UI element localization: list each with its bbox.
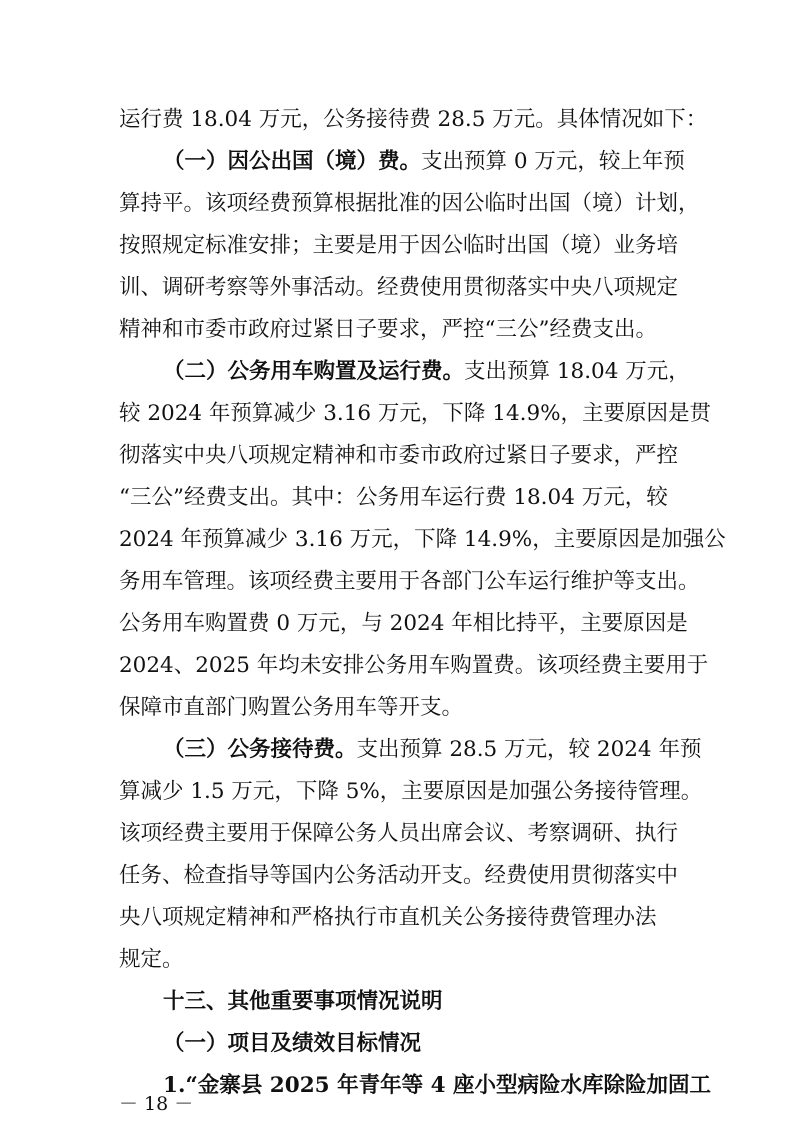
paragraph-line: （二）公务用车购置及运行费。支出预算 18.04 万元， <box>163 359 690 384</box>
inline-heading: （二）公务用车购置及运行费。 <box>163 359 465 384</box>
inline-heading: （三）公务接待费。 <box>163 737 357 762</box>
paragraph-line: 精神和市委市政府过紧日子要求，严控“三公”经费支出。 <box>119 317 657 342</box>
paragraph-line: 务用车管理。该项经费主要用于各部门公车运行维护等支出。 <box>119 569 700 594</box>
paragraph-line: 2024、2025 年均未安排公务用车购置费。该项经费主要用于 <box>119 653 709 678</box>
paragraph-line: 央八项规定精神和严格执行市直机关公务接待费管理办法 <box>119 905 657 930</box>
paragraph-line: 保障市直部门购置公务用车等开支。 <box>119 695 464 720</box>
paragraph-line: 训、调研考察等外事活动。经费使用贯彻落实中央八项规定 <box>119 275 679 300</box>
item-heading: 1.“金寨县 2025 年青年等 4 座小型病险水库除险加固工 <box>163 1073 712 1098</box>
paragraph-line: 该项经费主要用于保障公务人员出席会议、考察调研、执行 <box>119 821 679 846</box>
paragraph-line: 2024 年预算减少 3.16 万元，下降 14.9%，主要原因是加强公 <box>119 527 726 552</box>
paragraph-line: 任务、检查指导等国内公务活动开支。经费使用贯彻落实中 <box>119 863 679 888</box>
page-number: － 18 － <box>119 1093 194 1115</box>
paragraph-line: （一）因公出国（境）费。支出预算 0 万元，较上年预 <box>163 149 685 174</box>
paragraph-line: 较 2024 年预算减少 3.16 万元，下降 14.9%，主要原因是贯 <box>119 401 712 426</box>
paragraph-line: 彻落实中央八项规定精神和市委市政府过紧日子要求，严控 <box>119 443 679 468</box>
paragraph-line: 算持平。该项经费预算根据批准的因公临时出国（境）计划， <box>119 191 700 216</box>
subsection-heading: （一）项目及绩效目标情况 <box>163 1031 422 1056</box>
inline-heading: （一）因公出国（境）费。 <box>163 149 422 174</box>
section-heading: 十三、其他重要事项情况说明 <box>163 989 443 1014</box>
paragraph-line: “三公”经费支出。其中：公务用车运行费 18.04 万元，较 <box>119 485 668 510</box>
paragraph-line: 规定。 <box>119 947 184 972</box>
paragraph-line: 按照规定标准安排；主要是用于因公临时出国（境）业务培 <box>119 233 679 258</box>
paragraph-line: （三）公务接待费。支出预算 28.5 万元，较 2024 年预 <box>163 737 702 762</box>
paragraph-line: 公务用车购置费 0 万元，与 2024 年相比持平，主要原因是 <box>119 611 688 636</box>
paragraph-line: 算减少 1.5 万元，下降 5%，主要原因是加强公务接待管理。 <box>119 779 703 804</box>
paragraph-line: 运行费 18.04 万元，公务接待费 28.5 万元。具体情况如下： <box>119 107 708 132</box>
